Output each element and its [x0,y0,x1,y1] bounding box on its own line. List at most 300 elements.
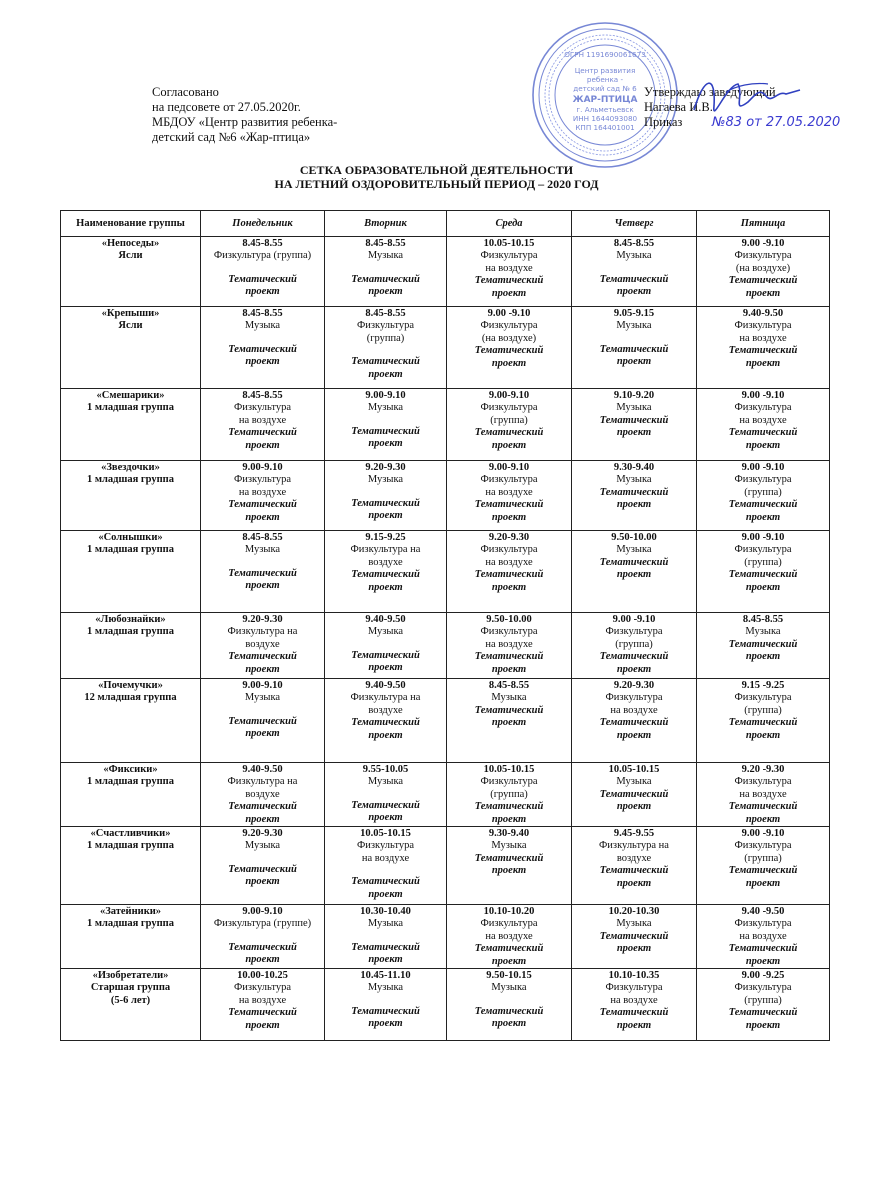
schedule-cell-wednesday [447,763,572,827]
activity-time: 9.15 -9.25 [741,680,785,691]
thematic-project-label: Тематический [228,567,297,579]
activity-name: Физкультура [480,320,538,332]
group-name-line: 1 младшая группа [87,918,174,930]
thematic-project-label: Тематический [228,273,297,285]
approval-line: детский сад №6 «Жар-птица» [152,130,311,144]
thematic-project-label: проект [491,865,527,877]
activity-time: 10.05-10.15 [608,764,660,775]
group-name-cell [61,905,201,969]
activity-name: на воздухе [485,638,533,650]
confirmation-line: Утверждаю заведующий [644,85,776,99]
schedule-cell-tuesday [325,389,447,461]
header-monday: Понедельник [201,211,325,237]
schedule-cell-friday [697,969,830,1041]
thematic-project-label: Тематический [474,1005,544,1017]
activity-name: Музыка [367,626,404,638]
thematic-project-label: проект [491,287,527,299]
schedule-cell-monday [201,461,325,531]
thematic-project-label: проект [491,1018,527,1030]
activity-name: на воздухе [485,486,533,498]
activity-time: 9.50-10.15 [486,970,532,982]
thematic-project-label: Тематический [351,273,420,285]
activity-name: (на воздухе) [481,332,537,344]
activity-name: Музыка [616,250,652,262]
schedule-cell-thursday [572,969,697,1041]
activity-name: Физкультура на [227,776,298,788]
header-wednesday: Среда [447,211,572,237]
activity-time: 9.40 -9.50 [741,906,785,918]
spacer [203,333,322,344]
activity-name: воздухе [245,638,280,650]
group-name-line: «Любознайки» [95,614,166,625]
activity-time: 9.40-9.50 [365,614,406,625]
activity-name: Физкультура [605,982,663,994]
thematic-project-label: Тематический [599,343,669,355]
thematic-project-label: проект [368,729,403,741]
schedule-cell-wednesday [447,461,572,531]
svg-text:КПП 164401001: КПП 164401001 [575,123,635,132]
thematic-project-label: проект [245,954,280,966]
schedule-cell-tuesday [325,679,447,763]
schedule-cell-wednesday [447,613,572,679]
schedule-cell-wednesday [447,307,572,389]
activity-time: 9.20-9.30 [242,614,283,625]
activity-name: Музыка [491,840,527,852]
activity-name: Физкультура на [350,692,421,704]
schedule-cell-thursday [572,461,697,531]
activity-time: 8.45-8.55 [742,614,784,625]
activity-name: Физкультура [480,544,538,556]
activity-time: 8.45-8.55 [242,238,283,249]
thematic-project-label: проект [245,728,280,740]
activity-name: Физкультура [480,776,538,788]
activity-name: воздухе [368,704,403,716]
thematic-project-label: Тематический [228,499,297,511]
thematic-project-label: Тематический [728,865,798,877]
thematic-project-label: Тематический [228,941,297,953]
schedule-cell-wednesday [447,531,572,613]
activity-time: 9.20-9.30 [488,532,530,543]
activity-name: воздухе [245,788,280,800]
thematic-project-label: проект [745,1019,781,1031]
activity-name: на воздухе [238,414,287,426]
thematic-project-label: проект [245,439,280,451]
group-name-cell [61,461,201,531]
thematic-project-label: проект [368,438,403,450]
activity-time: 9.50-10.00 [486,614,532,625]
thematic-project-label: проект [745,511,781,523]
activity-name: Музыка [367,982,404,994]
activity-time: 10.00-10.25 [237,970,288,982]
activity-name: Физкультура [734,840,792,852]
activity-name: на воздухе [361,852,410,864]
activity-name: Музыка [745,626,781,638]
group-name-line: (5-6 лет) [110,994,151,1006]
thematic-project-label: проект [245,876,280,888]
activity-name: Музыка [491,982,527,994]
thematic-project-label: Тематический [728,569,798,581]
thematic-project-label: Тематический [228,863,297,875]
thematic-project-label: Тематический [474,704,544,716]
thematic-project-label: Тематический [728,638,798,650]
activity-time: 9.00-9.10 [365,390,406,401]
activity-name: (группа) [744,704,782,716]
thematic-project-label: Тематический [599,717,669,729]
activity-time: 9.00-9.10 [242,906,283,918]
activity-time: 8.45-8.55 [242,308,283,319]
schedule-cell-monday [201,531,325,613]
svg-text:г. Альметьевск: г. Альметьевск [576,105,634,114]
spacer [327,789,444,800]
activity-name: Музыка [616,474,652,486]
activity-name: Музыка [491,692,527,704]
svg-text:Центр развития: Центр развития [574,66,636,75]
thematic-project-label: проект [491,357,527,369]
activity-name: Музыка [616,402,652,414]
group-name-cell [61,613,201,679]
thematic-project-label: проект [491,511,527,523]
activity-time: 9.45-9.55 [613,828,655,840]
spacer [203,263,322,274]
activity-time: 9.00-9.10 [488,390,530,401]
title-line-2: НА ЛЕТНИЙ ОЗДОРОВИТЕЛЬНЫЙ ПЕРИОД – 2020 ГОД [274,177,599,191]
activity-name: Музыка [244,840,281,852]
activity-time: 10.05-10.15 [483,764,535,775]
group-name-cell [61,679,201,763]
thematic-project-label: проект [245,813,280,825]
thematic-project-label: Тематический [728,345,798,357]
thematic-project-label: проект [616,729,652,741]
activity-time: 9.00 -9.25 [741,970,785,982]
activity-name: Музыка [244,544,281,556]
thematic-project-label: Тематический [728,275,798,287]
schedule-cell-friday [697,763,830,827]
activity-time: 9.50-10.00 [611,532,657,543]
activity-name: воздухе [368,556,403,568]
activity-name: Физкультура [734,776,792,788]
activity-name: на воздухе [610,704,658,716]
activity-time: 9.00 -9.10 [741,828,785,840]
activity-name: Физкультура [605,626,663,638]
schedule-cell-friday [697,679,830,763]
activity-time: 9.40-9.50 [242,764,283,775]
activity-name: на воздухе [610,994,658,1006]
activity-name: Физкультура [356,320,415,332]
activity-time: 9.40-9.50 [742,308,784,319]
thematic-project-label: Тематический [474,275,544,287]
table-row [61,763,830,827]
thematic-project-label: проект [616,663,652,675]
thematic-project-label: Тематический [728,943,798,955]
group-name-line: 1 младшая группа [87,544,174,556]
thematic-project-label: проект [745,955,781,967]
activity-time: 9.20-9.30 [365,462,406,473]
activity-time: 9.00-9.10 [242,462,283,473]
group-name-line: Ясли [118,320,143,332]
spacer [327,995,444,1006]
thematic-project-label: проект [368,662,403,674]
group-name-line: «Непоседы» [101,238,160,249]
thematic-project-label: проект [491,717,527,729]
activity-time: 10.10-10.35 [608,970,660,982]
activity-time: 9.00 -9.10 [741,532,785,543]
activity-name: Музыка [367,402,404,414]
header-friday: Пятница [697,211,830,237]
activity-time: 9.30-9.40 [613,462,655,473]
confirmation-line: Нагаева И.В. [644,100,713,114]
activity-name: (группа) [490,788,528,800]
activity-name: Физкультура [480,918,538,930]
thematic-project-label: Тематический [228,427,297,439]
schedule-cell-monday [201,905,325,969]
activity-name: на воздухе [739,788,787,800]
activity-time: 9.20-9.30 [242,828,283,840]
group-name-cell [61,389,201,461]
thematic-project-label: проект [491,663,527,675]
schedule-cell-tuesday [325,827,447,905]
spacer [203,557,322,568]
activity-time: 9.00-9.10 [242,680,283,691]
thematic-project-label: Тематический [474,651,544,663]
activity-name: Физкультура [233,982,292,994]
activity-name: Физкультура [734,320,792,332]
thematic-project-label: проект [616,877,652,889]
activity-time: 8.45-8.55 [365,308,406,319]
activity-time: 9.20 -9.30 [741,764,785,775]
schedule-cell-thursday [572,763,697,827]
table-row [61,969,830,1041]
thematic-project-label: проект [616,286,652,298]
activity-name: (группа) [366,332,405,344]
group-name-line: 1 младшая группа [87,840,174,852]
activity-name: Физкультура [734,544,792,556]
thematic-project-label: проект [245,286,280,298]
schedule-cell-tuesday [325,307,447,389]
table-row [61,237,830,307]
activity-name: Музыка [616,320,652,332]
title-line-1: СЕТКА ОБРАЗОВАТЕЛЬНОЙ ДЕЯТЕЛЬНОСТИ [299,163,574,177]
group-name-line: «Затейники» [99,906,162,918]
activity-name: Музыка [367,918,404,930]
group-name-line: «Почемучки» [98,680,163,691]
schedule-cell-friday [697,827,830,905]
thematic-project-label: проект [368,888,403,900]
spacer [203,853,322,864]
table-row [61,905,830,969]
group-name-line: 1 младшая группа [87,402,174,414]
schedule-cell-monday [201,237,325,307]
group-name-line: «Смешарики» [96,390,165,401]
thematic-project-label: проект [368,368,403,380]
thematic-project-label: Тематический [228,1007,297,1019]
thematic-project-label: проект [745,729,781,741]
activity-time: 9.15-9.25 [365,532,406,543]
schedule-cell-tuesday [325,461,447,531]
thematic-project-label: Тематический [351,717,420,729]
header-group: Наименование группы [61,211,201,237]
thematic-project-label: Тематический [728,717,798,729]
activity-name: Музыка [616,776,652,788]
activity-name: Физкультура [356,840,415,852]
activity-name: на воздухе [739,414,787,426]
activity-name: (на воздухе) [735,262,791,274]
spacer [574,333,694,344]
thematic-project-label: проект [616,356,652,368]
spacer [327,415,444,426]
svg-text:ребенка -: ребенка - [586,75,624,84]
thematic-project-label: проект [368,581,403,593]
thematic-project-label: Тематический [228,343,297,355]
thematic-project-label: проект [368,286,403,298]
thematic-project-label: Тематический [351,941,420,953]
activity-name: (группа) [744,486,782,498]
thematic-project-label: проект [616,801,652,813]
activity-name: (группа) [744,852,782,864]
schedule-cell-tuesday [325,613,447,679]
schedule-cell-monday [201,827,325,905]
schedule-table [60,210,830,1041]
activity-time: 9.55-10.05 [362,764,409,775]
group-name-cell [61,237,201,307]
thematic-project-label: Тематический [599,414,669,426]
activity-name: воздухе [616,852,652,864]
schedule-cell-friday [697,389,830,461]
thematic-project-label: проект [245,356,280,368]
schedule-cell-thursday [572,905,697,969]
thematic-project-label: Тематический [228,801,297,813]
activity-time: 10.05-10.15 [483,238,535,249]
schedule-cell-wednesday [447,237,572,307]
spacer [203,931,322,942]
schedule-cell-tuesday [325,969,447,1041]
thematic-project-label: проект [245,663,280,675]
spacer [327,487,444,498]
activity-time: 10.20-10.30 [608,906,660,918]
activity-time: 9.10-9.20 [613,390,655,401]
activity-name: Музыка [616,544,652,556]
thematic-project-label: Тематический [599,1007,669,1019]
thematic-project-label: Тематический [474,852,544,864]
thematic-project-label: проект [368,812,403,824]
activity-name: Физкультура (группе) [213,918,312,930]
table-row [61,827,830,905]
thematic-project-label: Тематический [599,788,669,800]
thematic-project-label: Тематический [599,273,669,285]
activity-time: 9.00 -9.10 [741,238,785,249]
thematic-project-label: проект [616,569,652,581]
svg-text:детский сад № 6: детский сад № 6 [573,84,637,93]
thematic-project-label: проект [616,1019,652,1031]
thematic-project-label: проект [491,813,527,825]
thematic-project-label: Тематический [228,651,297,663]
group-name-line: 1 младшая группа [87,626,174,638]
thematic-project-label: проект [745,357,781,369]
activity-name: Музыка [367,474,404,486]
thematic-project-label: проект [245,580,280,592]
activity-time: 10.05-10.15 [360,828,411,840]
spacer [449,995,569,1006]
thematic-project-label: проект [491,581,527,593]
group-name-line: 1 младшая группа [87,776,174,788]
approval-line: на педсовете от 27.05.2020г. [152,100,301,114]
activity-name: Музыка [244,692,281,704]
document-title [0,163,873,191]
activity-name: Физкультура на [599,840,669,852]
group-name-cell [61,531,201,613]
activity-name: Физкультура на [227,626,298,638]
activity-name: (группа) [615,638,653,650]
schedule-cell-wednesday [447,827,572,905]
thematic-project-label: проект [368,510,403,522]
activity-name: Физкультура [480,402,538,414]
activity-time: 9.30-9.40 [488,828,530,840]
activity-time: 9.40-9.50 [365,680,406,691]
activity-name: Физкультура [734,474,792,486]
thematic-project-label: проект [745,877,781,889]
table-row [61,461,830,531]
thematic-project-label: проект [616,499,652,511]
activity-time: 9.00 -9.10 [487,308,531,319]
thematic-project-label: проект [616,943,652,955]
activity-name: Физкультура [480,626,538,638]
thematic-project-label: проект [745,287,781,299]
group-name-line: 12 младшая группа [84,692,177,704]
confirmation-line: Приказ [644,115,683,129]
thematic-project-label: Тематический [599,556,669,568]
schedule-cell-wednesday [447,679,572,763]
activity-name: Музыка [616,918,652,930]
group-name-line: 1 младшая группа [87,474,174,486]
activity-time: 10.45-11.10 [360,970,411,982]
header-thursday: Четверг [572,211,697,237]
table-row [61,531,830,613]
activity-name: Физкультура [734,692,792,704]
activity-name: на воздухе [485,262,533,274]
table-row [61,613,830,679]
thematic-project-label: Тематический [351,1005,420,1017]
group-name-line: «Крепыши» [101,308,160,319]
schedule-cell-tuesday [325,905,447,969]
activity-name: (группа) [744,994,782,1006]
schedule-cell-friday [697,613,830,679]
group-name-cell [61,307,201,389]
group-name-line: «Изобретатели» [92,970,169,982]
thematic-project-label: Тематический [351,425,420,437]
activity-name: Музыка [244,320,281,332]
activity-name: Физкультура [233,402,292,414]
activity-time: 9.00 -9.10 [612,614,656,625]
activity-name: Физкультура [734,918,792,930]
schedule-cell-thursday [572,613,697,679]
thematic-project-label: Тематический [351,649,420,661]
thematic-project-label: Тематический [599,651,669,663]
thematic-project-label: Тематический [728,499,798,511]
svg-text:ИНН 1644093080: ИНН 1644093080 [572,114,638,123]
schedule-cell-thursday [572,827,697,905]
thematic-project-label: проект [245,1019,280,1031]
thematic-project-label: Тематический [351,876,420,888]
schedule-cell-monday [201,613,325,679]
activity-name: (группа) [744,556,782,568]
activity-name: Музыка [367,250,404,262]
spacer [327,263,444,274]
svg-text:ЖАР-ПТИЦА: ЖАР-ПТИЦА [572,95,638,105]
activity-name: Физкультура [480,474,538,486]
schedule-cell-thursday [572,307,697,389]
schedule-cell-tuesday [325,531,447,613]
activity-name: Физкультура [734,402,792,414]
group-name-line: «Солнышки» [98,532,163,543]
